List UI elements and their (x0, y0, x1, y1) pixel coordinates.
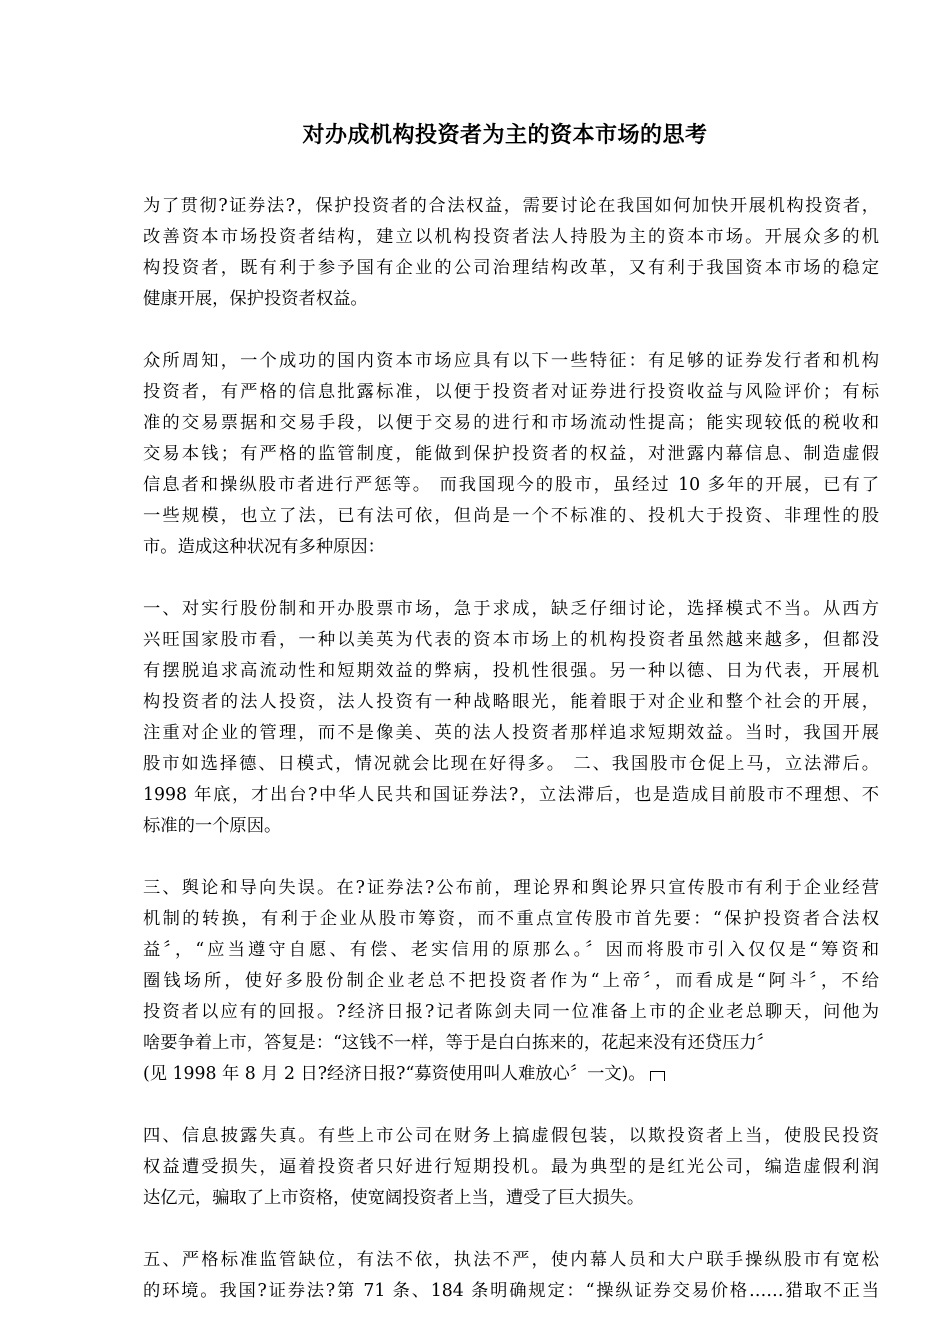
text-line: 信息者和操纵股市者进行严惩等。 而我国现今的股市，虽经过 10 多年的开展，已有了 (143, 475, 879, 495)
text-line: 构投资者，既有利于参予国有企业的公司治理结构改革，又有利于我国资本市场的稳定 (143, 258, 879, 278)
paragraph-reason-5 (143, 1245, 879, 1307)
text-line: 为了贯彻?证券法?，保护投资者的合法权益，需要讨论在我国如何加快开展机构投资者， (143, 196, 879, 216)
document-title: 对办成机构投资者为主的资本市场的思考 (302, 122, 708, 148)
text-line: 股市如选择德、日模式，情况就会比现在好得多。 二、我国股市仓促上马，立法滞后。 (143, 754, 879, 774)
text-line: 三、舆论和导向失误。在?证券法?公布前，理论界和舆论界只宣传股市有利于企业经营 (143, 878, 879, 898)
footnote-mark-icon (650, 1071, 665, 1081)
text-line-content: (见 1998 年 8 月 2 日?经济日报?“募资使用叫人难放心〞一文)。 (143, 1064, 646, 1084)
text-line: 改善资本市场投资者结构，建立以机构投资者法人持股为主的资本市场。开展众多的机 (143, 227, 879, 247)
text-line: 一、对实行股份制和开办股票市场，急于求成，缺乏仔细讨论，选择模式不当。从西方 (143, 599, 879, 619)
text-line: 四、信息披露失真。有些上市公司在财务上搞虚假包装，以欺投资者上当，使股民投资 (143, 1126, 879, 1146)
text-line: 市。造成这种状况有多种原因： (143, 537, 385, 557)
text-line: 兴旺国家股市看，一种以美英为代表的资本市场上的机构投资者虽然越来越多，但都没 (143, 630, 879, 650)
text-line: 健康开展，保护投资者权益。 (143, 289, 368, 309)
text-line: 益〞，“应当遵守自愿、有偿、老实信用的原那么。〞因而将股市引入仅仅是“筹资和 (143, 940, 879, 960)
text-line: 机制的转换，有利于企业从股市筹资，而不重点宣传股市首先要：“保护投资者合法权 (143, 909, 879, 929)
paragraph-reason-3 (143, 873, 879, 1090)
text-line: 投资者以应有的回报。?经济日报?记者陈剑夫同一位准备上市的企业老总聊天，问他为 (143, 1002, 879, 1022)
text-line: 投资者，有严格的信息批露标准，以便于投资者对证券进行投资收益与风险评价；有标 (143, 382, 879, 402)
text-line: 构投资者的法人投资，法人投资有一种战略眼光，能着眼于对企业和整个社会的开展， (143, 692, 879, 712)
document-body (143, 191, 879, 1338)
text-line: 准的交易票据和交易手段，以便于交易的进行和市场流动性提高；能实现较低的税收和 (143, 413, 879, 433)
text-line (143, 1059, 879, 1090)
text-line: 权益遭受损失，逼着投资者只好进行短期投机。最为典型的是红光公司，编造虚假利润 (143, 1157, 879, 1177)
text-line: 注重对企业的管理，而不是像美、英的法人投资者那样追求短期效益。当时，我国开展 (143, 723, 879, 743)
text-line: 标准的一个原因。 (143, 816, 282, 836)
text-line: 一些规模，也立了法，已有法可依，但尚是一个不标准的、投机大于投资、非理性的股 (143, 506, 879, 526)
text-line: 交易本钱；有严格的监管制度，能做到保护投资者的权益，对泄露内幕信息、制造虚假 (143, 444, 879, 464)
text-line: 啥要争着上市，答复是：“这钱不一样，等于是白白拣来的，花起来没有还贷压力〞 (143, 1033, 774, 1053)
text-line: 众所周知，一个成功的国内资本市场应具有以下一些特征：有足够的证券发行者和机构 (143, 351, 879, 371)
text-line: 1998 年底，才出台?中华人民共和国证券法?，立法滞后，也是造成目前股市不理想、不 (143, 785, 879, 805)
text-line: 的环境。我国?证券法?第 71 条、184 条明确规定：“操纵证券交易价格……猎取不正当 (143, 1281, 879, 1301)
paragraph-reason-4 (143, 1121, 879, 1214)
paragraph-intro (143, 191, 879, 315)
text-line: 五、严格标准监管缺位，有法不依，执法不严，使内幕人员和大户联手操纵股市有宽松 (143, 1250, 879, 1270)
text-line: 达亿元，骗取了上市资格，使宽阔投资者上当，遭受了巨大损失。 (143, 1188, 645, 1208)
paragraph-market-features (143, 346, 879, 563)
text-line: 圈钱场所，使好多股份制企业老总不把投资者作为“上帝〞，而看成是“阿斗〞，不给 (143, 971, 879, 991)
paragraph-reason-1-2 (143, 594, 879, 842)
text-line: 有摆脱追求高流动性和短期效益的弊病，投机性很强。另一种以德、日为代表，开展机 (143, 661, 879, 681)
